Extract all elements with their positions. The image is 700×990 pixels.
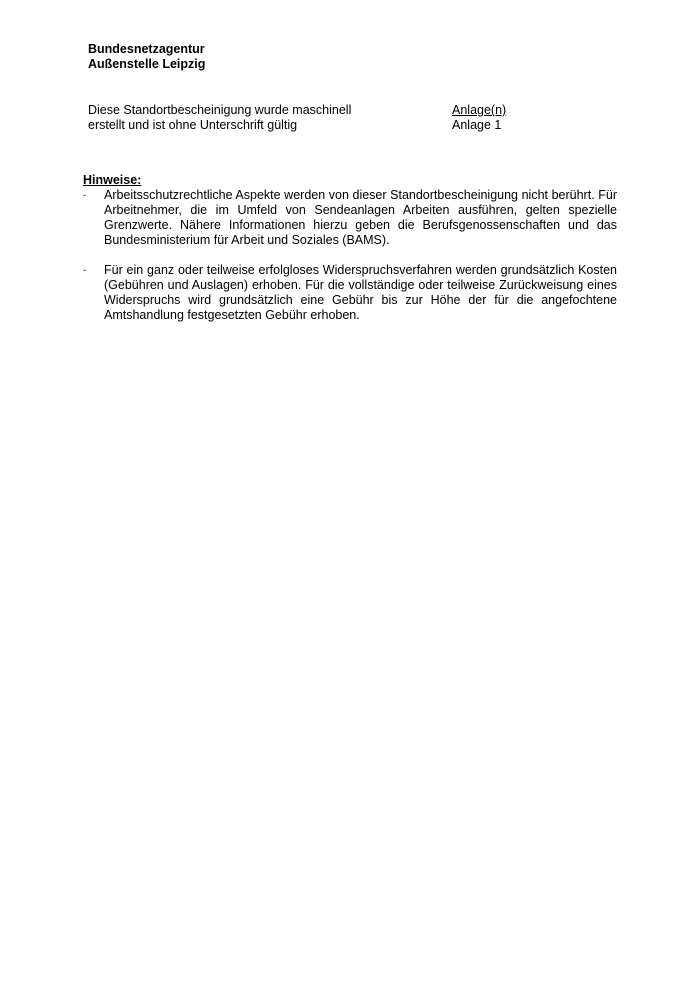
hint-item xyxy=(83,263,617,323)
hinweise-title: Hinweise: xyxy=(83,173,142,187)
authority-name: Bundesnetzagentur xyxy=(88,42,205,56)
machine-generated-note xyxy=(88,103,351,133)
note-line-1: Diese Standortbescheinigung wurde maschinell xyxy=(88,103,352,117)
hint-bullet: - xyxy=(83,190,86,200)
authority-office: Außenstelle Leipzig xyxy=(88,57,206,71)
authority-header xyxy=(88,42,205,72)
hint-bullet: - xyxy=(83,265,86,275)
attachments-heading: Anlage(n) xyxy=(452,103,507,117)
hint-text: Für ein ganz oder teilweise erfolgloses Widerspruchsverfahren werden grundsätzlich Kosten (Gebühren und Auslagen) erhoben. Für die vollständige oder teilweise Zurückweisung eines Widerspruchs wird grundsätzlich eine Gebühr bis zur Höhe der für die angefochtene Amtshandlung festgesetzten Gebühr erhoben. xyxy=(104,263,617,322)
attachment-item: Anlage 1 xyxy=(452,118,502,132)
attachments-block xyxy=(452,103,506,133)
note-line-2: erstellt und ist ohne Unterschrift gültig xyxy=(88,118,298,132)
hint-item xyxy=(83,188,617,248)
hinweise-section xyxy=(83,173,617,323)
hint-text: Arbeitsschutzrechtliche Aspekte werden von dieser Standortbescheinigung nicht berührt. Für Arbeitnehmer, die im Umfeld von Sendeanlagen Arbeiten ausführen, gelten spezielle Grenzwerte. Nähere Informationen hierzu geben die Berufsgenossenschaften und das Bundesministerium für Arbeit und Soziales (BAMS). xyxy=(104,188,617,247)
